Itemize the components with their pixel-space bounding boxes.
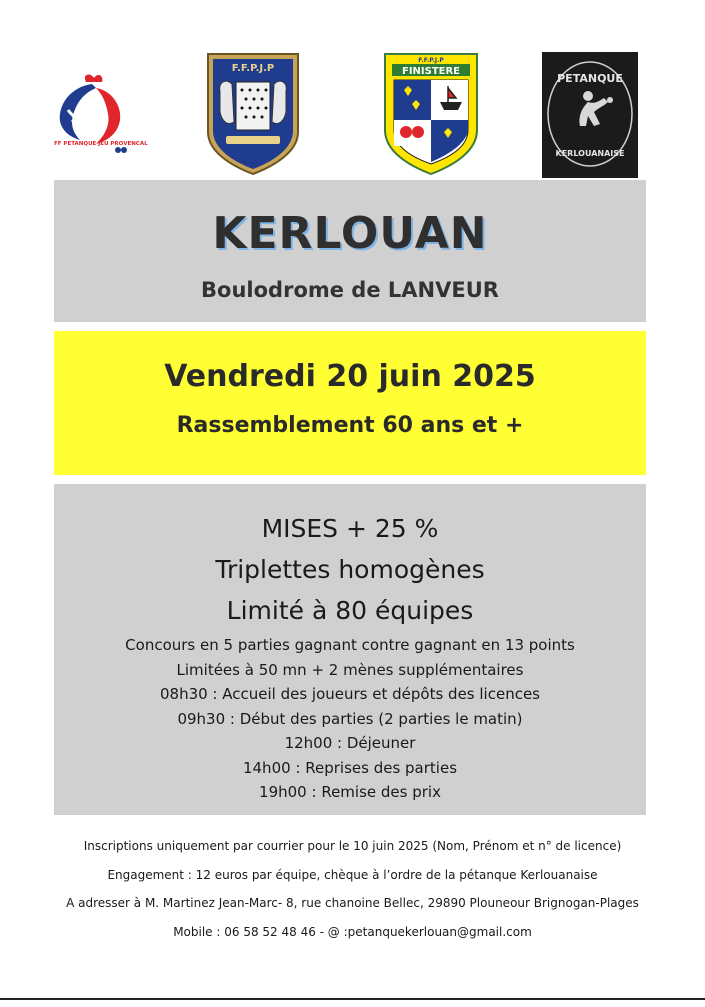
event-date: Vendredi 20 juin 2025 bbox=[164, 359, 536, 394]
finistere-small-caption: F.F.P.J.P bbox=[418, 57, 444, 64]
bottom-divider bbox=[0, 998, 705, 1000]
schedule-line: 19h00 : Remise des prix bbox=[259, 783, 441, 801]
town-title: KERLOUAN bbox=[212, 208, 488, 259]
ffpjp-shield-caption: F.F.P.J.P bbox=[231, 63, 275, 74]
schedule-line: 09h30 : Début des parties (2 parties le matin) bbox=[177, 709, 523, 728]
kerlouanaise-logo bbox=[542, 52, 638, 178]
footer-info bbox=[0, 832, 705, 946]
venue-subtitle: Boulodrome de LANVEUR bbox=[201, 278, 499, 302]
format-line: Triplettes homogènes bbox=[215, 555, 485, 584]
header-band bbox=[54, 180, 646, 322]
ff-petanque-logo bbox=[52, 70, 148, 160]
schedule-line: 14h00 : Reprises des parties bbox=[242, 758, 458, 777]
address-line: A adresser à M. Martinez Jean-Marc- 8, rue chanoine Bellec, 29890 Plouneour Brignogan-Plages bbox=[66, 896, 639, 910]
kerlouanaise-top-caption: PETANQUE bbox=[557, 72, 623, 85]
kerlouanaise-bottom-caption: KERLOUANAISE bbox=[555, 149, 625, 158]
rooster-body-red bbox=[96, 88, 120, 144]
logos-row bbox=[0, 0, 705, 180]
finistere-caption: FINISTERE bbox=[401, 66, 461, 77]
rooster-comb-shape bbox=[85, 75, 102, 82]
date-band bbox=[54, 331, 646, 475]
limit-line: Limité à 80 équipes bbox=[226, 596, 474, 625]
ffpjp-shield-logo bbox=[204, 52, 302, 176]
contact-line: Mobile : 06 58 52 48 46 - @ :petanquekerlouan@gmail.com bbox=[173, 924, 532, 939]
detail-line: Limitées à 50 mn + 2 mènes supplémentaires bbox=[176, 660, 524, 679]
schedule-line: 12h00 : Déjeuner bbox=[284, 734, 416, 752]
details-band bbox=[54, 484, 646, 815]
fee-line: Engagement : 12 euros par équipe, chèque à l’ordre de la pétanque Kerlouanaise bbox=[107, 867, 598, 882]
registration-line: Inscriptions uniquement par courrier pour le 10 juin 2025 (Nom, Prénom et n° de licence) bbox=[83, 839, 622, 853]
details-lines bbox=[54, 508, 646, 805]
ff-petanque-caption: FF PETANQUE JEU PROVENCAL bbox=[54, 141, 148, 147]
event-category: Rassemblement 60 ans et + bbox=[176, 413, 524, 438]
schedule-line: 08h30 : Accueil des joueurs et dépôts des licences bbox=[159, 685, 540, 703]
finistere-shield-logo bbox=[382, 52, 480, 176]
detail-line: Concours en 5 parties gagnant contre gagnant en 13 points bbox=[125, 636, 575, 654]
stakes-line: MISES + 25 % bbox=[261, 514, 439, 543]
